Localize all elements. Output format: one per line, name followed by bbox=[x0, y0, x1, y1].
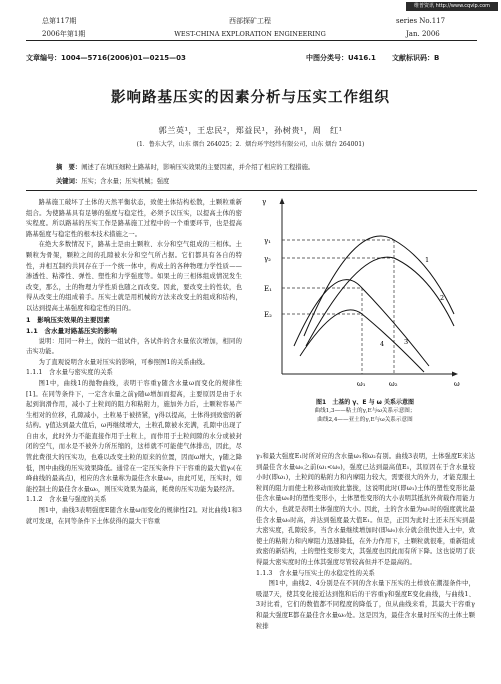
label-omega1: ω₁ bbox=[357, 380, 366, 388]
label-y-axis: γ bbox=[262, 198, 267, 206]
label-e2: E₂ bbox=[264, 311, 272, 319]
authors: 郭兰英¹，王忠民²，郑益民¹，孙树贵¹，周 红¹ bbox=[158, 125, 343, 135]
abstract-text: 阐述了在填压细粒土路基时，影响压实效果的主要因素，并介绍了相应的工程措施。 bbox=[81, 164, 315, 171]
subsection-heading: 1.1.1 含水量与密实度的关系 bbox=[26, 369, 113, 377]
y-axis-arrow bbox=[280, 198, 285, 204]
paragraph: γ₁和最大强度E₁时所对应的含水量ω₁和ω₂有别。曲线3表明，土体强度E来达到最佳含水量ω₀之前(ω₁<ω₀)，强度已达到最高值E₁，其原因在于含水量较小时(即ω₁)，土粒间的粘附力和内摩阻力较大，需要很大的外力，才能克服土粒间的阻力而使土粒移动而致此靠拢，这说明此时(即ω₁)土体的塑性变形比最佳含水量ω₀时的塑性变形小，土体塑性变形的大小表明其抵抗外荷载作用能力的大小，也就是表明土体强度的大小。因此，土的含水量为ω₁时的强度就比最佳含水量ω₀时高，并达到强度最大值E₁。但是，正因为此时土还未压实到最大密实度，孔隙较多，当含水量继续增加时(即ω₀)水分就会很快进入土中，致使土的粘附力和内摩阻力迅速降低，在外力作用下，土颗粒就很难，重新组成致密的新结构，土的塑性变形变大，其强度也因此而有所下降。这也说明了获得最大密实度时的土体其强度尽管较高但并不是最高的。 bbox=[256, 453, 475, 566]
abstract-rule bbox=[26, 190, 477, 191]
header-rule bbox=[26, 40, 477, 41]
header-journal-en: WEST-CHINA EXPLORATION ENGINEERING bbox=[174, 30, 326, 38]
keywords-label: 关键词： bbox=[56, 178, 82, 185]
label-gamma2: γ₂ bbox=[264, 255, 271, 263]
label-curve-2: 2 bbox=[440, 294, 445, 302]
label-e1: E₁ bbox=[264, 285, 272, 293]
figure-note-1: 曲线1,3——粘土的γ,E与ω关系示意图； bbox=[314, 408, 416, 414]
article-number: 文章编号：1004—5716(2006)01—0215—03 bbox=[26, 54, 186, 62]
paragraph: 图1中，曲线1的抛物曲线，表明干容重γ随含水量ω而变化的规律性[1]。在同等条件下，一定含水量之前γ随ω增加而提高，主要原因是由于水起到润滑作用，减小了土粒间的阻力和粘附力，施加外力后，土颗粒容易产生相对的位移，孔隙减小，土粒易于被挤紧，γ得以提高，土体得到致密的新结构。γ值达到最大值后，ω再继续增大，土粒孔隙被水充满，孔隙中出现了自由水，此时外力不能直接作用于土粒上，而作用于土粒间隙的水分或被封闭的空气，而水是不被外力所压缩的，这样就不可能使气体排出，因此，尽管此费很大的压实功，也难以改变土粒的原来的位置，因而ω增大，γ随之降低，图中曲线的压实效果降低。通常在一定压实条件下干容重的最大值γ₀(在峰曲线的最高点)，相应的含水量称为最佳含水量ω₀，由此可见，压实时，如能控制土的最佳含水量ω₀，则压实效果为最高，耗费的压实功能为最经济。 bbox=[26, 379, 242, 493]
header-series: series No.117 bbox=[396, 17, 446, 25]
label-x-axis: ω bbox=[454, 380, 460, 388]
document-code: 文献标识码：B bbox=[392, 54, 440, 62]
affiliations: (1．鲁东大学，山东 烟台 264025；2．烟台环宇经纬有限公司，山东 烟台 264001) bbox=[136, 141, 365, 148]
figure-caption: 图1 土基的 γ、E 与 ω 关系示意图 bbox=[316, 399, 414, 406]
subsection-heading: 1.1.2 含水量与强度的关系 bbox=[26, 496, 107, 504]
header-date-right: Jan. 2006 bbox=[406, 30, 440, 38]
header-journal-cn: 西部探矿工程 bbox=[229, 17, 271, 25]
label-omega2: ω₂ bbox=[389, 380, 398, 388]
figure-note-2: 曲线2,4——亚土的γ,E与ω关系示意图 bbox=[317, 417, 413, 423]
header-date-left: 2006年第1期 bbox=[42, 30, 86, 38]
keywords bbox=[56, 176, 169, 185]
article-title: 影响路基压实的因素分析与压实工作组织 bbox=[111, 90, 390, 106]
watermark-text: 维普资讯 http://www.cqvip.com bbox=[413, 3, 491, 9]
curve-3 bbox=[294, 280, 429, 366]
keywords-text: 压实；含水量；压实机械；强度 bbox=[81, 178, 170, 185]
x-axis-arrow bbox=[452, 372, 458, 377]
header-issue: 总第117期 bbox=[42, 17, 77, 25]
label-curve-1: 1 bbox=[425, 256, 430, 264]
curve-1 bbox=[304, 236, 454, 336]
paragraph: 在绝大多数情况下，路基土是由土颗粒、水分和空气组成的三相体。土颗粒为骨架，颗粒之间的孔隙被水分和空气所占据。它们都具有各自的特性，并相互制约共同存在于一个统一体中，构成土的各种物理力学性质——渗透性、粘滞性、弹性、塑性和力学强度等。如果土的三相体组成情况发生改变，那么，土的物理力学性质也随之而改变。因此，要改变土的性状，也得从改变土的组成着手。压实土就是用机械的方法来改变土的组成和结构，以达到提高土基强度和稳定性的目的。 bbox=[26, 241, 242, 312]
label-gamma1: γ₁ bbox=[264, 237, 271, 245]
left-column bbox=[26, 198, 242, 682]
label-curve-3: 3 bbox=[404, 338, 409, 346]
label-curve-4: 4 bbox=[380, 340, 385, 348]
curve-2 bbox=[306, 257, 454, 346]
section-heading: 1 影响压实效果的主要因素 bbox=[26, 315, 110, 324]
clc-number: 中图分类号：U416.1 bbox=[306, 54, 376, 62]
paragraph: 为了直观说明含水量对压实的影响，可参照图1的关系曲线。 bbox=[38, 358, 210, 366]
abstract bbox=[56, 162, 314, 171]
right-column bbox=[256, 452, 475, 682]
abstract-label: 摘 要： bbox=[56, 164, 82, 171]
section-heading: 1.1 含水量对路基压实的影响 bbox=[26, 326, 118, 335]
paragraph: 图1中，曲线3表明强度E随含水量ω而变化的规律性[2]。对比曲线1和3就可发现，在同等条件下土体获得的最大干容重 bbox=[26, 507, 242, 525]
paragraph: 图1中，曲线2、4分别是在不同的含水量下压实的土样放在潮湿条件中，吸湿7天，使其变化接近达到饱和后的干容重γ和强度E变化曲线，与曲线1、3对比看，它们的数值都不同程度的降低了，但从曲线来看，其最大干容重γ和最大强度E都在最佳含水量ω₀处。这是因为，最佳含水量时压实的土体土颗粒排 bbox=[256, 580, 475, 630]
figure-1 bbox=[254, 196, 476, 426]
paragraph: 说明：用同一种土，做的一组试件，各试件的含水量依次增加，相同的击实功能。 bbox=[26, 337, 242, 356]
figure-1-plot bbox=[254, 196, 476, 394]
watermark-badge bbox=[406, 2, 498, 11]
subsection-heading: 1.1.3 含水量与压实土的水稳定性的关系 bbox=[256, 569, 375, 577]
paragraph: 路基施工破坏了土体的天然平衡状态，致使土体结构松散，土颗粒重新组合。为使路基具有足够的强度与稳定性，必须予以压实，以提高土体的密实程度。所以路基的压实工作是路基施工过程中的一个重要环节，也是提高路基强度与稳定性的根本技术措施之一。 bbox=[26, 199, 242, 238]
